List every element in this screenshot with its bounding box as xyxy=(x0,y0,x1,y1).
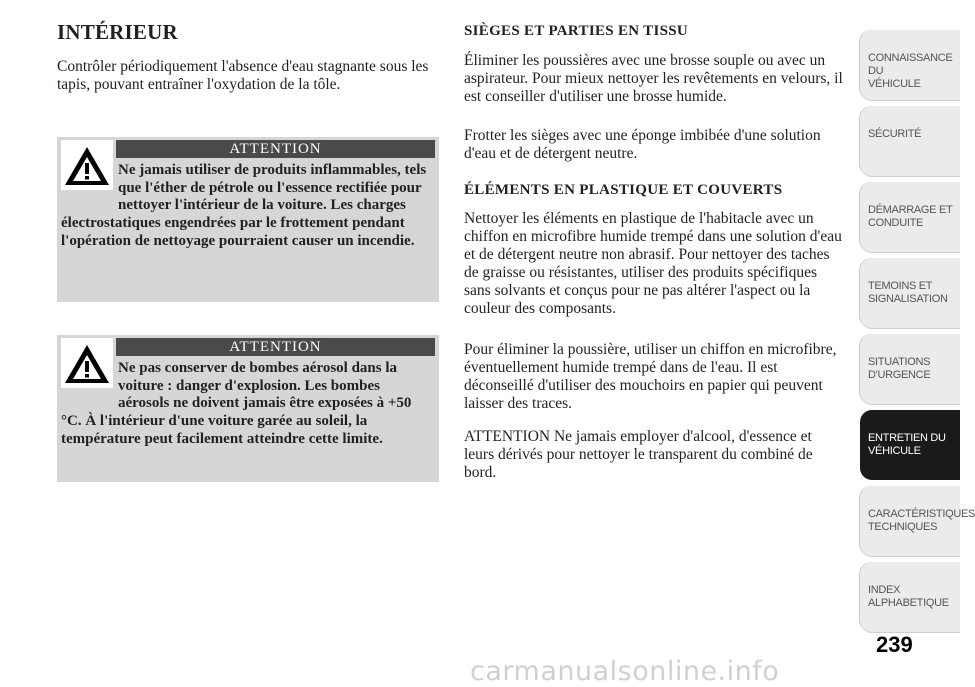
section-heading-interieur: INTÉRIEUR xyxy=(57,20,178,44)
tab-demarrage-et-conduite[interactable] xyxy=(860,182,960,252)
watermark: carmanualsonline.info xyxy=(470,656,780,687)
tab-caracteristiques-techniques[interactable] xyxy=(860,486,975,556)
section-heading-sieges: SIÈGES ET PARTIES EN TISSU xyxy=(464,23,689,39)
tab-label: TEMOINS ET SIGNALISATION xyxy=(868,280,948,305)
tab-entretien-du-vehicule[interactable] xyxy=(860,410,960,480)
warning-title: ATTENTION xyxy=(116,140,435,158)
warning-text: Ne pas conserver de bombes aérosol dans la voiture : danger d'explosion. Les bombes aérosols ne doivent jamais être exposées à +50 °C. À l'intérieur d'une voiture garée au soleil, la température peut facilement atteindre cette limite. xyxy=(61,360,412,447)
warning-box xyxy=(57,137,439,302)
seats-paragraph: Frotter les sièges avec une éponge imbibée d'une solution d'eau et de détergent neutre. xyxy=(464,127,821,162)
tab-label: DÉMARRAGE ET CONDUITE xyxy=(868,204,953,229)
tab-label: ENTRETIEN DU VÉHICULE xyxy=(868,432,946,457)
tab-connaissance-du-vehicule[interactable] xyxy=(860,30,960,100)
warning-text: Ne jamais utiliser de produits inflammables, tels que l'éther de pétrole ou l'essence rectifiée pour nettoyer l'intérieur de la voiture. Les charges électrostatiques engendrées par le frottement pendant l'opération de nettoyage pourraient causer un incendie. xyxy=(61,162,427,249)
tab-label: CARACTÉRISTIQUES TECHNIQUES xyxy=(868,508,975,533)
tab-label: INDEX ALPHABETIQUE xyxy=(868,584,949,609)
intro-paragraph: Contrôler périodiquement l'absence d'eau stagnante sous les tapis, pouvant entraîner l'oxydation de la tôle. xyxy=(57,58,429,93)
tab-label: CONNAISSANCE DU VÉHICULE xyxy=(868,52,953,90)
tab-situations-d-urgence[interactable] xyxy=(860,334,960,404)
plastic-paragraph: Pour éliminer la poussière, utiliser un chiffon en microfibre, éventuellement humide trempé dans de l'eau. Il est déconseillé d'utiliser des mouchoirs en papier qui peuvent laisser des traces. xyxy=(464,341,837,412)
page-number: 239 xyxy=(876,632,913,657)
attention-paragraph: ATTENTION Ne jamais employer d'alcool, d'essence et leurs dérivés pour nettoyer le transparent du combiné de bord. xyxy=(464,428,813,481)
tab-label: SÉCURITÉ xyxy=(868,128,922,140)
tab-index-alphabetique[interactable] xyxy=(860,562,960,632)
seats-paragraph: Éliminer les poussières avec une brosse souple ou avec un aspirateur. Pour mieux nettoyer les revêtements en velours, il est conseiller d'utiliser une brosse humide. xyxy=(464,52,843,105)
tab-temoins-et-signalisation[interactable] xyxy=(860,258,960,328)
tab-securite[interactable] xyxy=(860,106,960,176)
tab-label: SITUATIONS D'URGENCE xyxy=(868,356,931,381)
warning-box xyxy=(57,335,439,482)
section-heading-plastique: ÉLÉMENTS EN PLASTIQUE ET COUVERTS xyxy=(464,182,783,198)
plastic-paragraph: Nettoyer les éléments en plastique de l'habitacle avec un chiffon en microfibre humide trempé dans une solution d'eau et de détergent neutre non abrasif. Pour nettoyer des taches de graisse ou résistantes, utiliser des produits spécifiques sans solvants et conçus pour ne pas altérer l'aspect ou la couleur des composants. xyxy=(464,210,842,317)
warning-title: ATTENTION xyxy=(116,338,435,356)
